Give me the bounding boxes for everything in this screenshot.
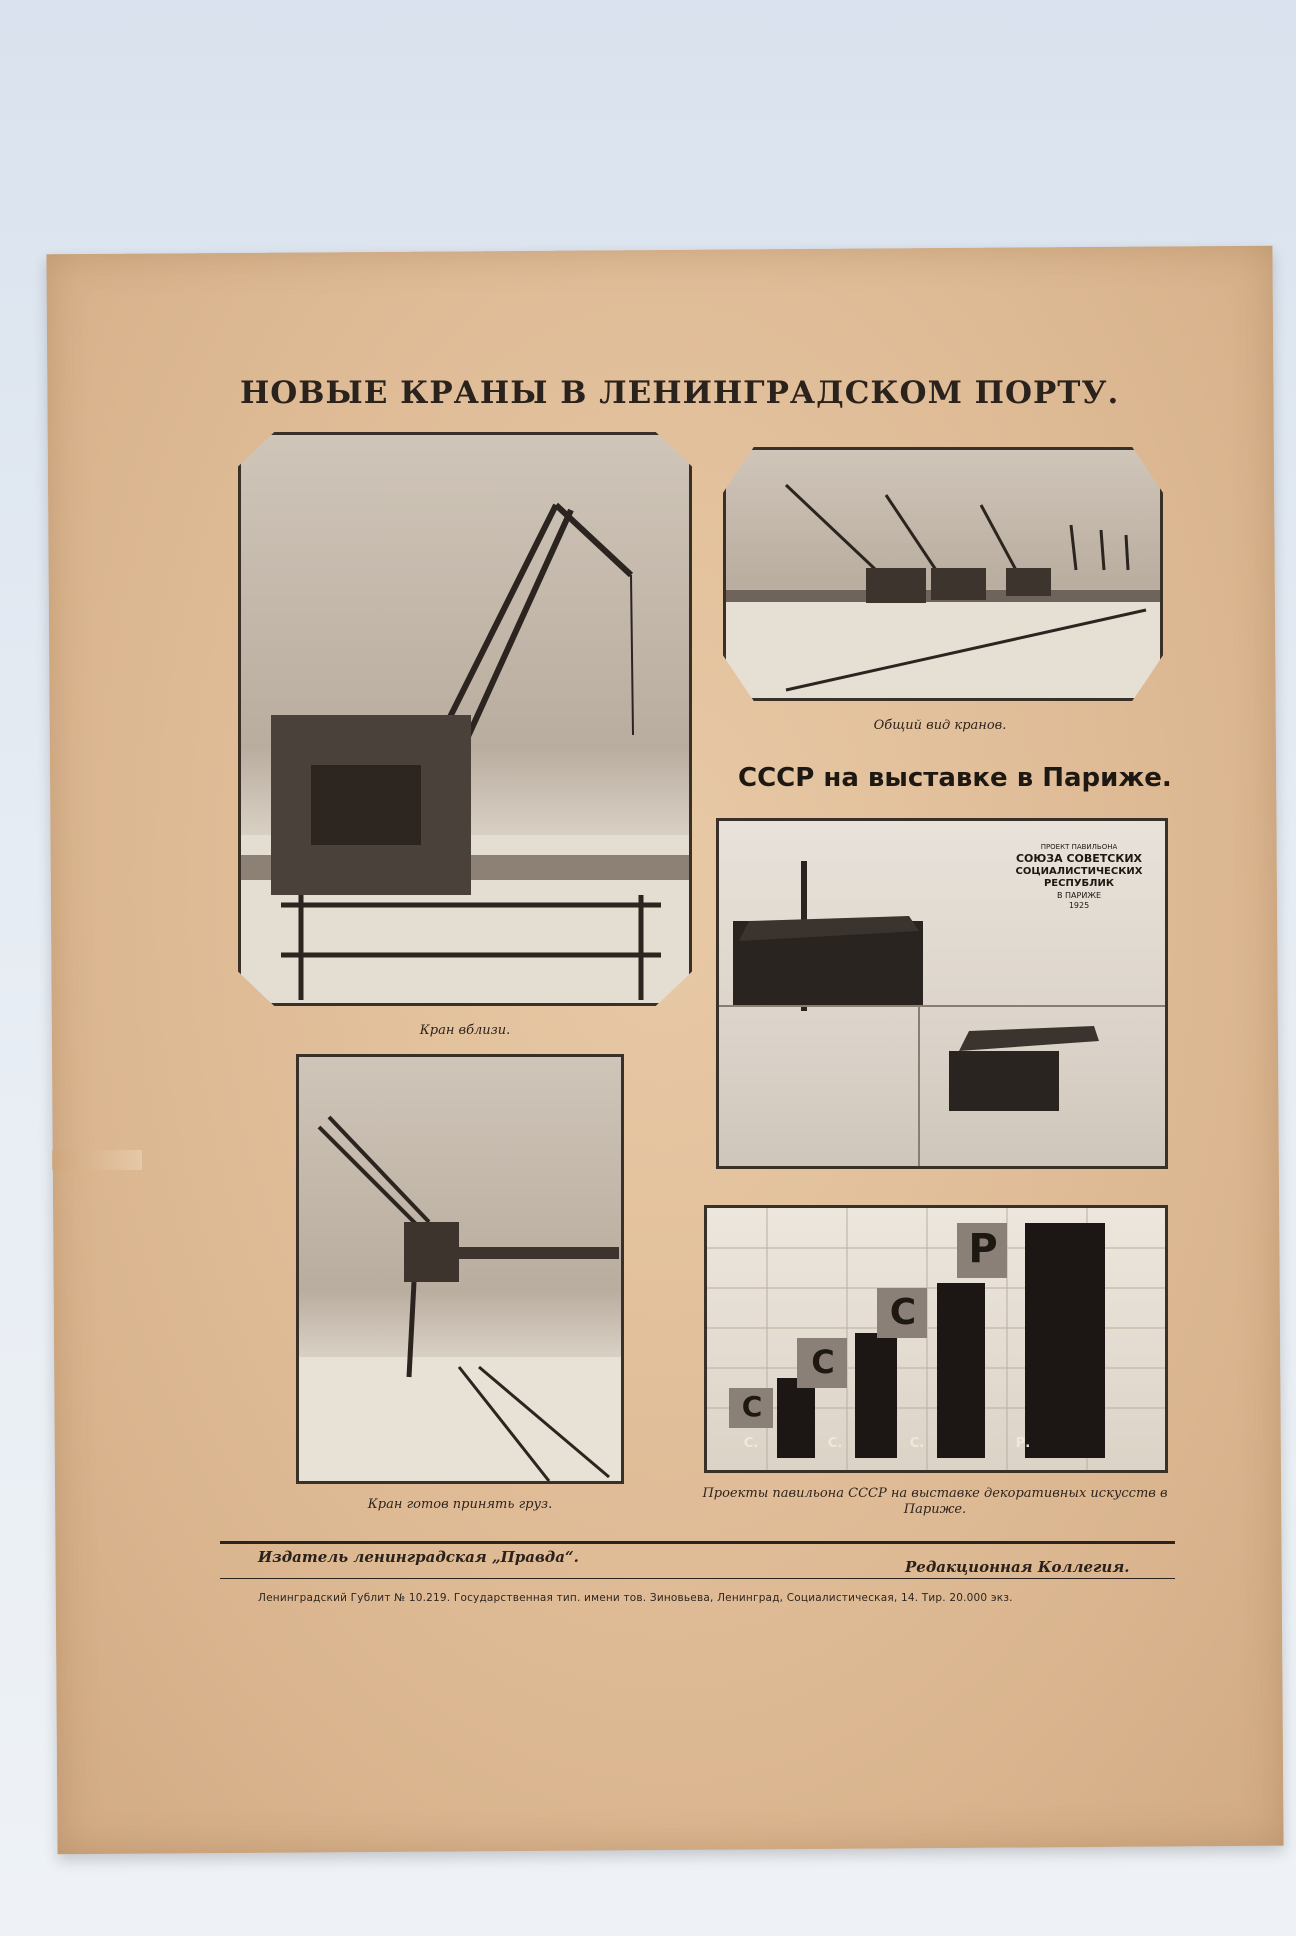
poster-line: РЕСПУБЛИК <box>1043 878 1115 889</box>
poster-line: ПРОЕКТ ПАВИЛЬОНА <box>1040 843 1118 851</box>
pavilion-poster-text <box>1009 843 1149 911</box>
cranes-general-illustration <box>726 450 1160 698</box>
pavilion-small-letter: С. <box>743 1436 759 1451</box>
crane-close-illustration <box>241 435 689 1003</box>
footer-rule-bottom <box>220 1578 1175 1579</box>
pavilion-small-letter: Р. <box>1015 1436 1031 1451</box>
paper-tear <box>52 1150 142 1170</box>
pavilion-small-letter: С. <box>827 1436 843 1451</box>
photo-pavilion-project <box>716 818 1168 1169</box>
footer-imprint: Ленинградский Гублит № 10.219. Государственная тип. имени тов. Зиновьева, Ленинград, Социалистическая, 14. Тир. 20.000 экз. <box>258 1592 1013 1604</box>
crane-ready-illustration <box>299 1057 621 1481</box>
photo-crane-close <box>238 432 692 1006</box>
poster-line: СОЦИАЛИСТИЧЕСКИХ <box>1015 865 1143 877</box>
photo-pavilion-letters <box>704 1205 1168 1473</box>
page-headline: НОВЫЕ КРАНЫ В ЛЕНИНГРАДСКОМ ПОРТУ. <box>240 375 1120 411</box>
caption-crane-close: Кран вблизи. <box>419 1023 511 1038</box>
footer-editorial: Редакционная Коллегия. <box>905 1558 1130 1576</box>
pavilion-small-letter: С. <box>909 1436 925 1451</box>
caption-cranes-general: Общий вид кранов. <box>873 718 1007 733</box>
subheadline-paris-exhibition: СССР на выставке в Париже. <box>738 763 1172 793</box>
photo-cranes-general <box>723 447 1163 701</box>
caption-pavilion-letters: Проекты павильона СССР на выставке декоративных искусств в Париже. <box>702 1486 1168 1518</box>
pavilion-letter: С <box>811 1343 835 1381</box>
photo-crane-ready <box>296 1054 624 1484</box>
pavilion-letters-illustration <box>707 1208 1165 1470</box>
pavilion-letter: С <box>889 1292 917 1333</box>
pavilion-letter: Р <box>968 1226 998 1272</box>
poster-line: 1925 <box>1068 900 1090 910</box>
footer-rule-top <box>220 1541 1175 1544</box>
caption-crane-ready: Кран готов принять груз. <box>367 1497 553 1512</box>
poster-line: В ПАРИЖЕ <box>1057 890 1101 900</box>
footer-publisher: Издатель ленинградская „Правда“. <box>258 1548 579 1566</box>
poster-line: СОЮЗА СОВЕТСКИХ <box>1015 851 1143 865</box>
pavilion-letter: С <box>741 1390 763 1423</box>
